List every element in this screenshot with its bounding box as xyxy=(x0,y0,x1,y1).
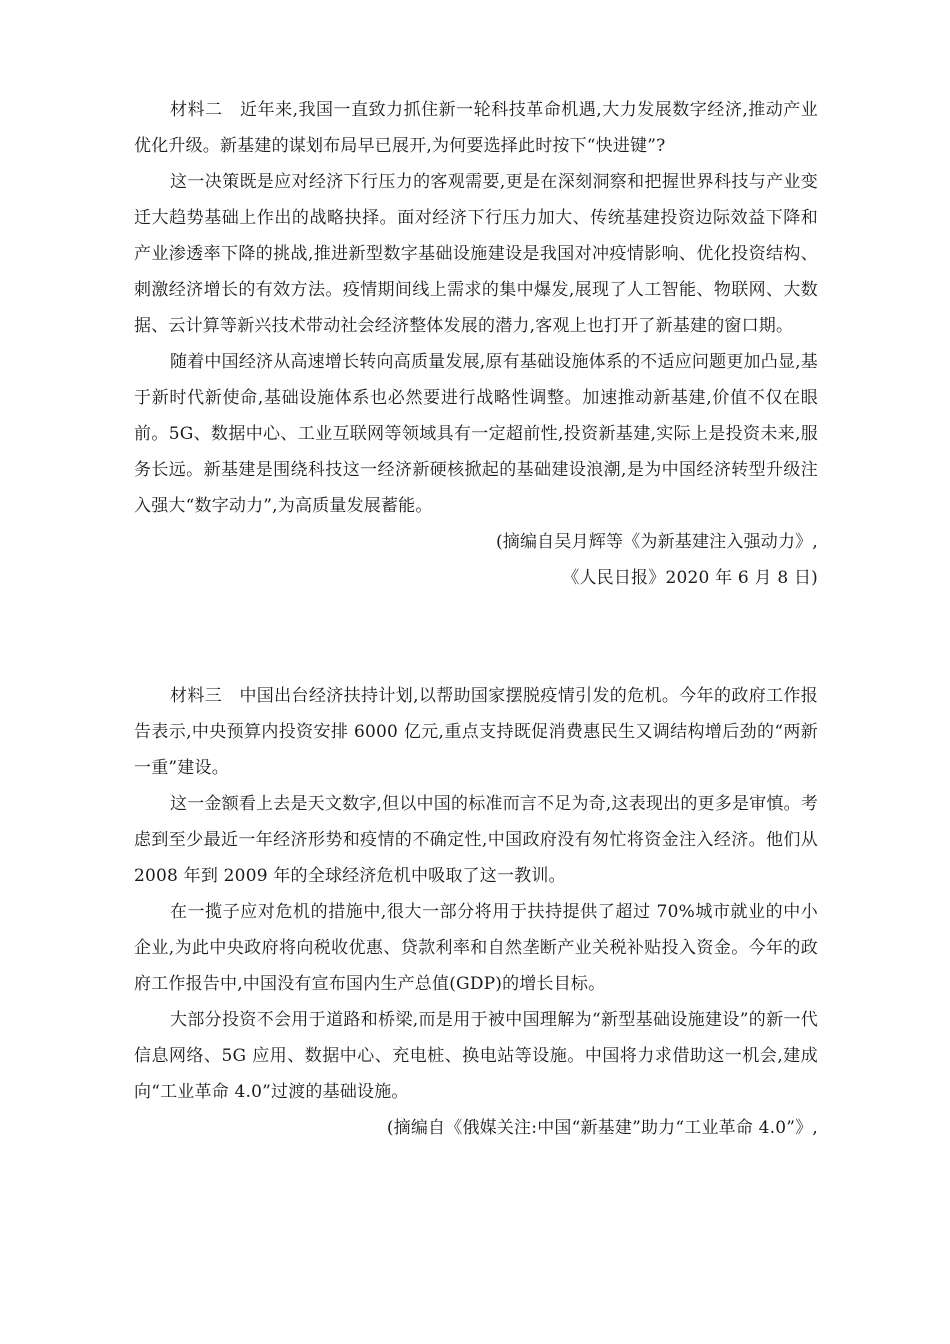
material-2-section xyxy=(134,92,818,596)
material-3-section xyxy=(134,678,818,1146)
material-2-paragraph-3: 随着中国经济从高速增长转向高质量发展,原有基础设施体系的不适应问题更加凸显,基于新时代新使命,基础设施体系也必然要进行战略性调整。加速推动新基建,价值不仅在眼前。5G、数据中心、工业互联网等领域具有一定超前性,投资新基建,实际上是投资未来,服务长远。新基建是围绕科技这一经济新硬核掀起的基础建设浪潮,是为中国经济转型升级注入强大“数字动力”,为高质量发展蓄能。 xyxy=(134,352,818,516)
material-3-paragraph-2: 这一金额看上去是天文数字,但以中国的标准而言不足为奇,这表现出的更多是审慎。考虑到至少最近一年经济形势和疫情的不确定性,中国政府没有匆忙将资金注入经济。他们从 2008 年到 2009 年的全球经济危机中吸取了这一教训。 xyxy=(134,794,818,886)
material-2-paragraph-1: 材料二 近年来,我国一直致力抓住新一轮科技革命机遇,大力发展数字经济,推动产业优化升级。新基建的谋划布局早已展开,为何要选择此时按下“快进键”? xyxy=(134,100,818,156)
material-3-paragraph-1: 材料三 中国出台经济扶持计划,以帮助国家摆脱疫情引发的危机。今年的政府工作报告表示,中央预算内投资安排 6000 亿元,重点支持既促消费惠民生又调结构增后劲的“两新一重”建设。 xyxy=(134,686,818,778)
material-3-paragraph-4: 大部分投资不会用于道路和桥梁,而是用于被中国理解为“新型基础设施建设”的新一代信息网络、5G 应用、数据中心、充电桩、换电站等设施。中国将力求借助这一机会,建成向“工业革命 4.0”过渡的基础设施。 xyxy=(134,1010,818,1102)
material-3-paragraph-3: 在一揽子应对危机的措施中,很大一部分将用于扶持提供了超过 70%城市就业的中小企业,为此中央政府将向税收优惠、贷款利率和自然垄断产业关税补贴投入资金。今年的政府工作报告中,中国没有宣布国内生产总值(GDP)的增长目标。 xyxy=(134,902,818,994)
material-2-source-line-1: (摘编自吴月辉等《为新基建注入强动力》, xyxy=(495,532,818,552)
material-2-paragraph-2: 这一决策既是应对经济下行压力的客观需要,更是在深刻洞察和把握世界科技与产业变迁大趋势基础上作出的战略抉择。面对经济下行压力加大、传统基建投资边际效益下降和产业渗透率下降的挑战,推进新型数字基础设施建设是我国对冲疫情影响、优化投资结构、刺激经济增长的有效方法。疫情期间线上需求的集中爆发,展现了人工智能、物联网、大数据、云计算等新兴技术带动社会经济整体发展的潜力,客观上也打开了新基建的窗口期。 xyxy=(134,172,818,336)
material-2-source-line-2: 《人民日报》2020 年 6 月 8 日) xyxy=(562,568,818,588)
material-3-source-line-1: (摘编自《俄媒关注:中国“新基建”助力“工业革命 4.0”》, xyxy=(386,1118,818,1138)
